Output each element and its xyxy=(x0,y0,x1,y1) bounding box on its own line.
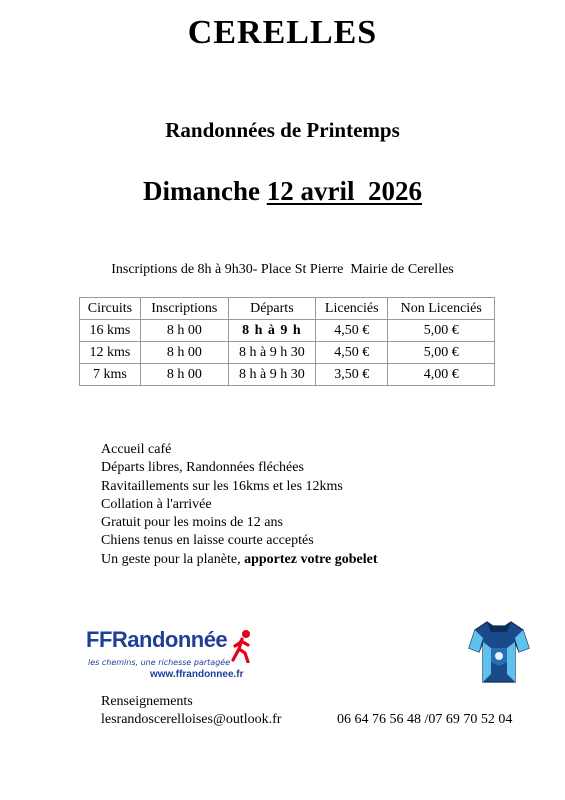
table-cell: 16 kms xyxy=(80,320,141,342)
table-cell: 4,50 € xyxy=(316,320,388,342)
logo-url: www.ffrandonnee.fr xyxy=(150,669,244,680)
cycling-jersey-icon xyxy=(467,618,531,686)
header-non-licencies: Non Licenciés xyxy=(388,298,495,320)
list-item: Gratuit pour les moins de 12 ans xyxy=(101,515,283,531)
contact-label: Renseignements xyxy=(101,694,193,709)
table-cell: 8 h à 9 h 30 xyxy=(228,364,315,386)
table-cell: 12 kms xyxy=(80,342,141,364)
header-circuits: Circuits xyxy=(80,298,141,320)
list-item: Départs libres, Randonnées fléchées xyxy=(101,460,304,476)
hiker-icon xyxy=(229,629,255,663)
table-row xyxy=(80,320,495,342)
logo-name: FFRandonnée xyxy=(86,627,228,652)
event-day: Dimanche xyxy=(143,176,260,206)
list-item-text: Un geste pour la planète, xyxy=(101,551,245,567)
event-date xyxy=(0,176,565,207)
table-row xyxy=(80,364,495,386)
circuits-table xyxy=(79,297,495,386)
table-cell: 4,50 € xyxy=(316,342,388,364)
list-item xyxy=(101,551,378,569)
table-cell: 8 h à 9 h 30 xyxy=(228,342,315,364)
table-cell: 8 h 00 xyxy=(140,320,228,342)
table-cell: 5,00 € xyxy=(388,320,495,342)
contact-email: lesrandoscerelloises@outlook.fr xyxy=(101,712,282,727)
inscriptions-info: Inscriptions de 8h à 9h30- Place St Pierre Mairie de Cerelles xyxy=(111,262,454,277)
table-header-row xyxy=(80,298,495,320)
logo-tagline: les chemins, une richesse partagée xyxy=(88,658,231,667)
event-info-list xyxy=(101,441,378,569)
table-cell: 8 h 00 xyxy=(140,364,228,386)
table-cell: 5,00 € xyxy=(388,342,495,364)
ffrandonnee-logo xyxy=(86,627,256,689)
table-cell: 7 kms xyxy=(80,364,141,386)
list-item: Collation à l'arrivée xyxy=(101,496,212,512)
list-item: Ravitaillements sur les 16kms et les 12kms xyxy=(101,478,343,494)
table-cell: 3,50 € xyxy=(316,364,388,386)
list-item: Accueil café xyxy=(101,442,172,457)
table-cell: 4,00 € xyxy=(388,364,495,386)
header-licencies: Licenciés xyxy=(316,298,388,320)
table-cell: 8 h à 9 h xyxy=(228,320,315,342)
event-date-value: 12 avril 2026 xyxy=(266,176,422,206)
contact-phone: 06 64 76 56 48 /07 69 70 52 04 xyxy=(337,712,513,727)
event-subtitle: Randonnées de Printemps xyxy=(165,118,400,142)
table-cell: 8 h 00 xyxy=(140,342,228,364)
list-item-emphasis: apportez votre gobelet xyxy=(244,551,378,567)
page-title: CERELLES xyxy=(187,14,378,51)
header-departs: Départs xyxy=(228,298,315,320)
table-row xyxy=(80,342,495,364)
header-inscriptions: Inscriptions xyxy=(140,298,228,320)
list-item: Chiens tenus en laisse courte acceptés xyxy=(101,533,314,549)
